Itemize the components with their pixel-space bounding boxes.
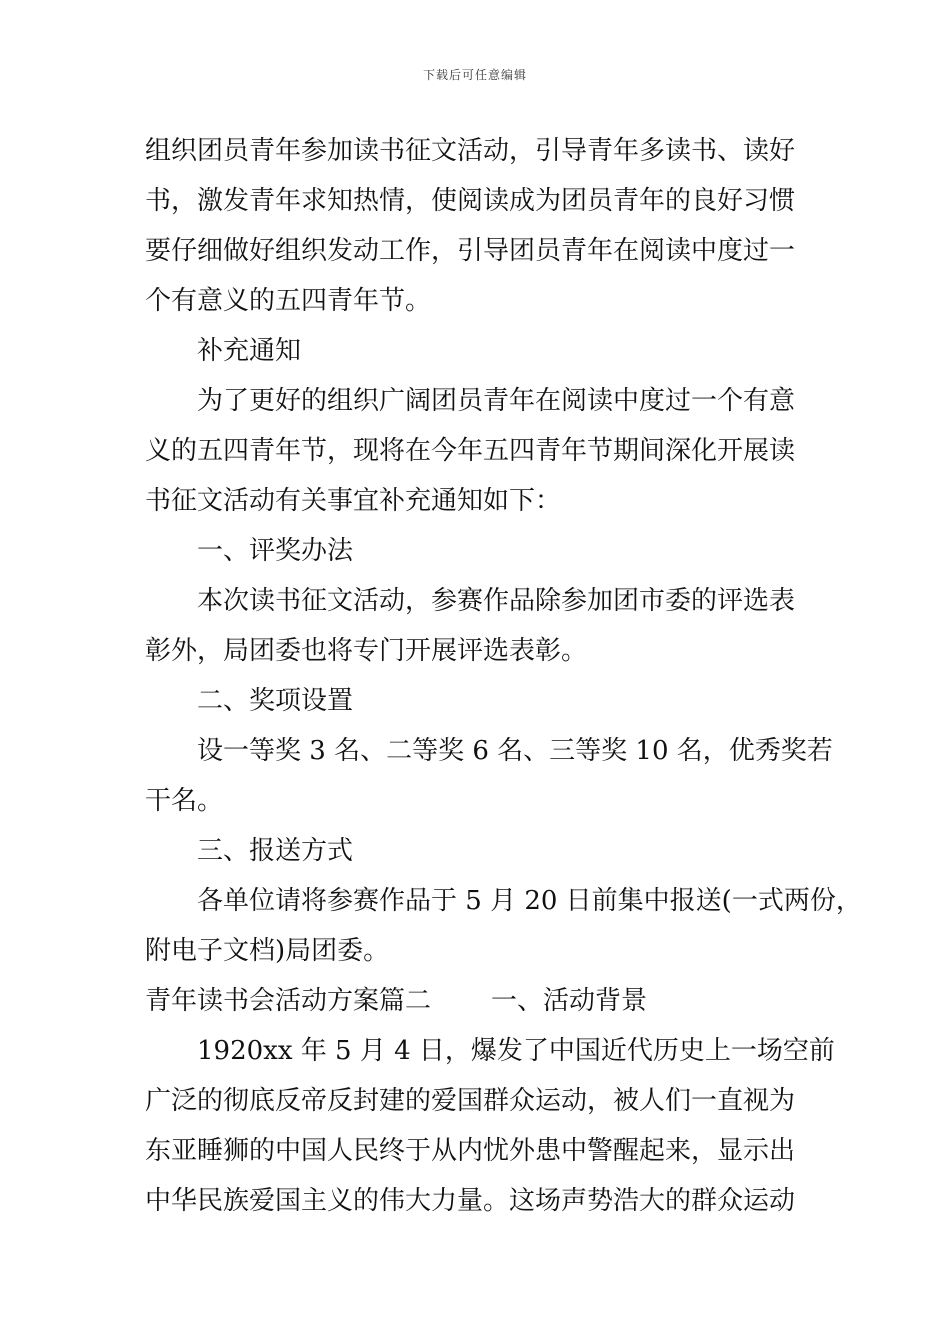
body-line: 个有意义的五四青年节。 <box>145 286 432 316</box>
body-line: 东亚睡狮的中国人民终于从内忧外患中警醒起来，显示出 <box>145 1136 796 1166</box>
body-line: 广泛的彻底反帝反封建的爱国群众运动，被人们一直视为 <box>145 1086 796 1116</box>
page-header-note: 下载后可任意编辑 <box>422 68 527 82</box>
section-heading-award-settings: 二、奖项设置 <box>197 686 354 716</box>
body-line: 组织团员青年参加读书征文活动，引导青年多读书、读好 <box>145 136 796 166</box>
body-line: 附电子文档)局团委。 <box>145 936 390 966</box>
section-heading-submission-method: 三、报送方式 <box>197 836 354 866</box>
section-heading-supplement-notice: 补充通知 <box>197 336 302 366</box>
body-line: 彰外，局团委也将专门开展评选表彰。 <box>145 636 588 666</box>
body-line: 义的五四青年节，现将在今年五四青年节期间深化开展读 <box>145 436 796 466</box>
body-line: 书征文活动有关事宜补充通知如下： <box>145 486 562 516</box>
body-line: 干名。 <box>145 786 224 816</box>
section-heading-evaluation-method: 一、评奖办法 <box>197 536 354 566</box>
body-line: 要仔细做好组织发动工作，引导团员青年在阅读中度过一 <box>145 236 796 266</box>
chapter-title: 青年读书会活动方案篇二 <box>145 986 432 1016</box>
chapter-title-line <box>145 976 815 1026</box>
body-line: 为了更好的组织广阔团员青年在阅读中度过一个有意 <box>197 386 796 416</box>
document-body <box>145 126 862 1226</box>
body-line: 中华民族爱国主义的伟大力量。这场声势浩大的群众运动 <box>145 1186 796 1216</box>
body-line: 各单位请将参赛作品于 5 月 20 日前集中报送(一式两份， <box>197 886 862 916</box>
section-heading-background: 一、活动背景 <box>491 986 648 1016</box>
body-line: 书，激发青年求知热情，使阅读成为团员青年的良好习惯 <box>145 186 796 216</box>
body-line: 1920xx 年 5 月 4 日，爆发了中国近代历史上一场空前 <box>197 1036 835 1066</box>
body-line: 设一等奖 3 名、二等奖 6 名、三等奖 10 名，优秀奖若 <box>197 736 833 766</box>
body-line: 本次读书征文活动，参赛作品除参加团市委的评选表 <box>197 586 796 616</box>
